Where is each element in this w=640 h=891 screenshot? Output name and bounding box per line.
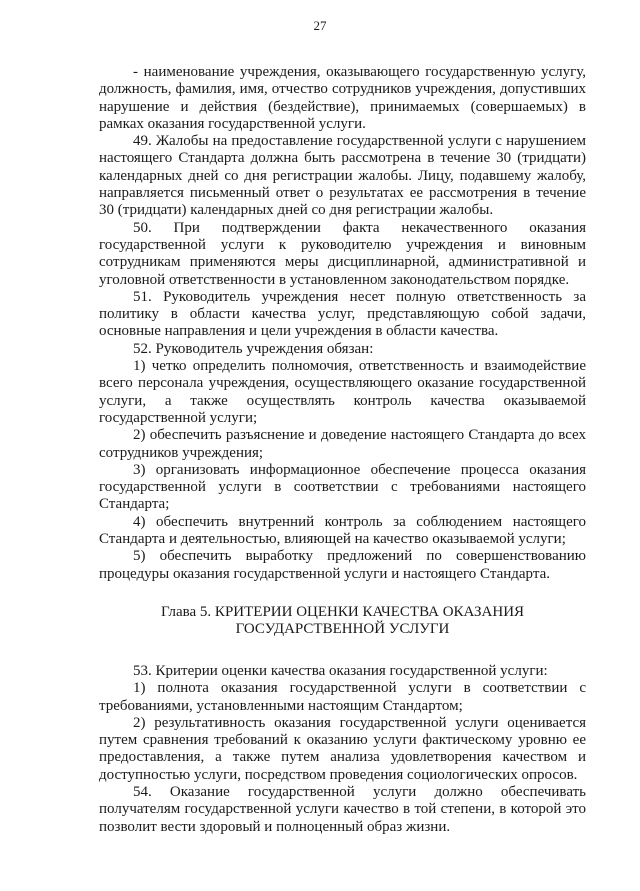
paragraph: 54. Оказание государственной услуги должно обеспечивать получателям государственной услуги качество в той степени, в которой это позволит вести здоровый и полноценный образ жизни. — [99, 783, 586, 835]
paragraph: 51. Руководитель учреждения несет полную ответственность за политику в области качества услуг, представляющую собой задачи, основные направления и цели учреждения в области качества. — [99, 288, 586, 340]
paragraph: 2) обеспечить разъяснение и доведение настоящего Стандарта до всех сотрудников учреждения; — [99, 427, 586, 461]
document-body — [99, 64, 586, 836]
paragraph: 50. При подтверждении факта некачественного оказания государственной услуги к руководителю учреждения и виновным сотрудникам применяются меры дисциплинарной, административной и уголовной ответственности в установленном законодательством порядке. — [99, 219, 586, 288]
paragraph: 49. Жалобы на предоставление государственной услуги с нарушением настоящего Стандарта должна быть рассмотрена в течение 30 (тридцати) календарных дней со дня регистрации жалобы. Лицу, подавшему жалобу, направляется письменный ответ о результатах ее рассмотрения в течение 30 (тридцати) календарных дней со дня регистрации жалобы. — [99, 133, 586, 219]
chapter-title-line: ГОСУДАРСТВЕННОЙ УСЛУГИ — [235, 621, 450, 638]
chapter-title-line: Глава 5. КРИТЕРИИ ОЦЕНКИ КАЧЕСТВА ОКАЗАНИЯ — [160, 603, 525, 620]
chapter-title — [99, 604, 586, 639]
paragraph: 4) обеспечить внутренний контроль за соблюдением настоящего Стандарта и деятельностью, влияющей на качество оказываемой услуги; — [99, 513, 586, 548]
paragraph: 2) результативность оказания государственной услуги оценивается путем сравнения требований к оказанию услуги фактическому уровню ее предоставления, а также путем анализа удовлетворения качеством и доступностью услуги, посредством проведения социологических опросов. — [99, 714, 586, 783]
paragraph: 1) четко определить полномочия, ответственность и взаимодействие всего персонала учреждения, осуществляющего оказание государственной услуги, а также осуществлять контроль качества оказываемой государственной услуги; — [99, 358, 586, 426]
page-number: 27 — [313, 18, 327, 33]
paragraph: 3) организовать информационное обеспечение процесса оказания государственной услуги в соответствии с требованиями настоящего Стандарта; — [99, 461, 586, 513]
paragraph: 1) полнота оказания государственной услуги в соответствии с требованиями, установленными настоящим Стандартом; — [99, 680, 586, 714]
paragraph: 52. Руководитель учреждения обязан: — [133, 340, 374, 357]
paragraph: 5) обеспечить выработку предложений по совершенствованию процедуры оказания государственной услуги и настоящего Стандарта. — [99, 548, 586, 582]
paragraph: - наименование учреждения, оказывающего государственную услугу, должность, фамилия, имя, отчество сотрудников учреждения, допустивших нарушение и действия (бездействие), принимаемых (совершаемых) в рамках оказания государственной услуги. — [99, 64, 586, 132]
paragraph: 53. Критерии оценки качества оказания государственной услуги: — [133, 662, 548, 679]
